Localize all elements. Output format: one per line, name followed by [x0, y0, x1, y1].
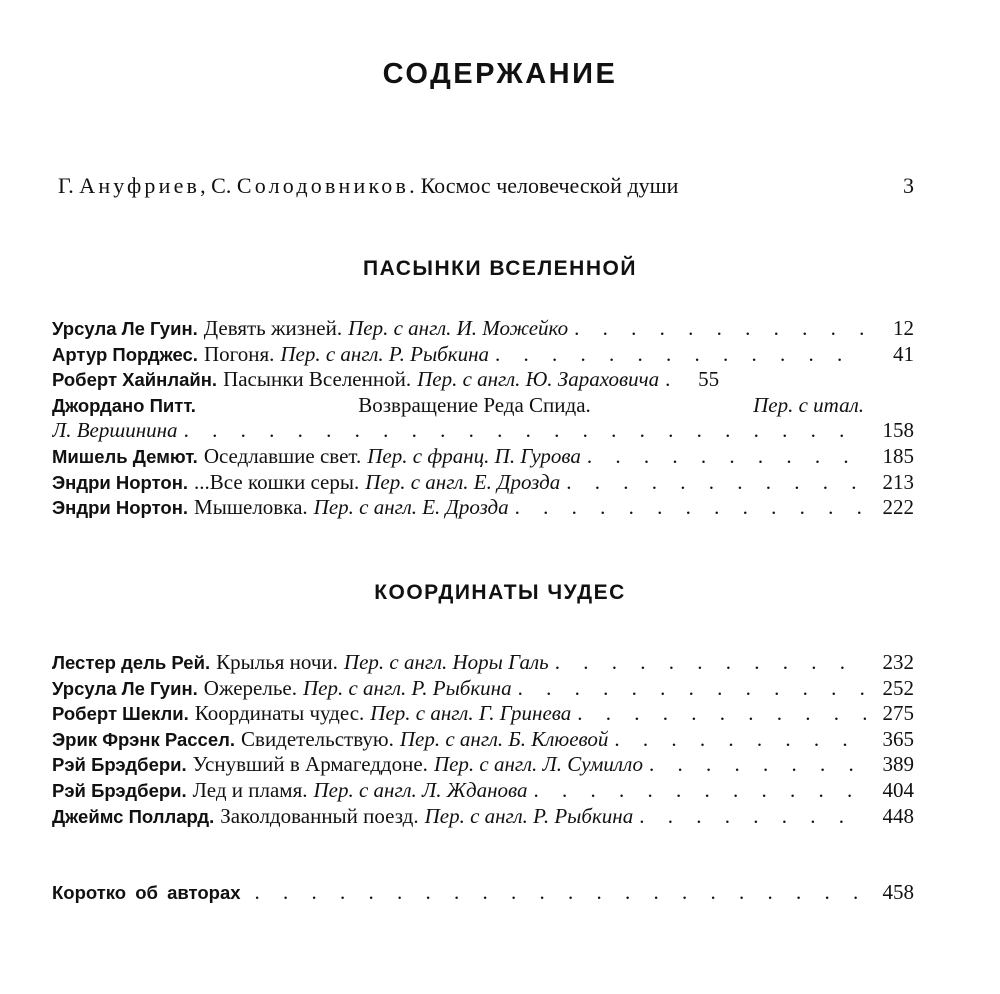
- page-title: СОДЕРЖАНИЕ: [382, 58, 618, 90]
- entry-author: Роберт Шекли.: [52, 703, 189, 725]
- entry-author: Эндри Нортон.: [52, 497, 189, 519]
- entry-title: Девять жизней.: [203, 316, 343, 340]
- entry-credit: Пер. с англ. Е. Дрозда: [313, 495, 509, 520]
- toc-section-1: [52, 316, 914, 521]
- toc-entry: [52, 367, 914, 393]
- entry-credit: Л. Вершинина: [52, 418, 178, 443]
- entry-title: Крылья ночи.: [216, 650, 338, 674]
- entry-page: 41: [893, 341, 914, 366]
- toc-entry-authors: [52, 880, 914, 906]
- entry-author: Эрик Фрэнк Рассел.: [52, 728, 236, 750]
- leader-dots: [581, 444, 866, 470]
- toc-footer: [52, 880, 914, 906]
- entry-author: Эндри Нортон.: [52, 471, 189, 493]
- toc-entry: [52, 778, 914, 804]
- entry-author: Джеймс Поллард.: [52, 805, 215, 827]
- leader-dots: [178, 418, 866, 444]
- entry-page: 12: [893, 316, 914, 340]
- entry-author: Рэй Брэдбери.: [52, 779, 187, 801]
- entry-page: 389: [882, 752, 914, 777]
- entry-credit: Пер. с англ. Р. Рыбкина: [280, 341, 489, 366]
- toc-section-2: [52, 650, 914, 829]
- entry-credit: Пер. с англ. Р. Рыбкина: [424, 803, 634, 828]
- entry-page: 365: [882, 726, 914, 751]
- leader-dots: [509, 495, 866, 521]
- entry-author: Коротко об авторах: [52, 882, 241, 903]
- entry-title: Мышеловка.: [194, 495, 308, 520]
- toc-entry: [52, 727, 914, 753]
- entry-credit: Пер. с франц. П. Гурова: [367, 443, 581, 468]
- entry-author: Урсула Ле Гуин.: [52, 677, 198, 699]
- toc-entry: [52, 316, 914, 342]
- entry-title: Погоня.: [203, 341, 275, 366]
- entry-title: Уснувший в Армагеддоне.: [192, 752, 428, 777]
- toc-entry: [52, 752, 914, 778]
- entry-page: 158: [882, 418, 914, 443]
- entry-title: ...Все кошки серы.: [194, 469, 360, 494]
- toc-entry-line2: [52, 418, 914, 444]
- leader-dots: [643, 752, 866, 778]
- entry-author: Артур Порджес.: [52, 343, 198, 365]
- entry-page: 448: [882, 803, 914, 828]
- section-title-1: ПАСЫНКИ ВСЕЛЕННОЙ: [363, 257, 637, 280]
- toc-entry: [52, 676, 914, 702]
- intro-title: Космос человеческой души: [420, 173, 679, 198]
- leader-dots: [568, 316, 866, 342]
- toc-entry: [52, 804, 914, 830]
- entry-page: 213: [882, 469, 914, 494]
- entry-credit: Пер. с итал.: [753, 392, 864, 417]
- entry-page: 458: [882, 880, 914, 904]
- entry-credit: Пер. с англ. Л. Сумилло: [433, 752, 643, 777]
- toc-entry: [52, 650, 914, 676]
- entry-title: Оседлавшие свет.: [203, 443, 362, 468]
- toc-entry: [52, 495, 914, 521]
- entry-credit: Пер. с англ. Л. Жданова: [313, 777, 528, 802]
- leader-dots: [659, 367, 671, 393]
- entry-author: Джордано Питт.: [52, 394, 196, 416]
- entry-page: 404: [882, 777, 914, 802]
- section-title-2: КООРДИНАТЫ ЧУДЕС: [374, 581, 626, 604]
- entry-credit: Пер. с англ. Е. Дрозда: [365, 469, 561, 494]
- entry-author: Урсула Ле Гуин.: [52, 318, 198, 339]
- toc-entry: [52, 444, 914, 470]
- entry-title: Пасынки Вселенной.: [223, 367, 412, 392]
- leader-dots: [528, 778, 866, 804]
- entry-credit: Пер. с англ. Р. Рыбкина: [302, 675, 512, 700]
- entry-author: Роберт Хайнлайн.: [52, 369, 218, 391]
- entry-title: Ожерелье.: [203, 675, 297, 700]
- intro-entry: [58, 170, 914, 202]
- leader-dots: [608, 727, 866, 753]
- entry-author: Лестер дель Рей.: [52, 652, 211, 673]
- leader-dots: [633, 804, 866, 830]
- entry-title: Свидетельствую.: [241, 726, 394, 751]
- entry-title: Возвращение Реда Спида.: [358, 392, 591, 417]
- leader-dots: [512, 676, 866, 702]
- entry-page: 232: [882, 650, 914, 674]
- leader-dots: [489, 342, 866, 368]
- entry-title: Координаты чудес.: [194, 701, 365, 726]
- toc-entry: [52, 701, 914, 727]
- entry-credit: Пер. с англ. Ю. Зараховича: [417, 367, 660, 392]
- entry-page: 275: [882, 701, 914, 726]
- intro-authors: Г. Ануфриев, С. Солодовников.: [58, 173, 415, 198]
- entry-credit: Пер. с англ. Г. Гринева: [370, 701, 572, 726]
- leader-dots: [571, 701, 866, 727]
- toc-entry: [52, 470, 914, 496]
- entry-title: Лед и пламя.: [192, 777, 308, 802]
- entry-author: Мишель Демют.: [52, 445, 198, 467]
- entry-page: 55: [698, 367, 720, 392]
- entry-page: 222: [882, 495, 914, 520]
- toc-entry-line1: [52, 393, 914, 419]
- entry-credit: Пер. с англ. Норы Галь: [343, 650, 549, 674]
- intro-page: 3: [903, 173, 914, 198]
- toc-entry: [52, 342, 914, 368]
- leader-dots: [549, 650, 866, 676]
- entry-title: Заколдованный поезд.: [220, 803, 419, 828]
- entry-credit: Пер. с англ. Б. Клюевой: [399, 726, 609, 751]
- entry-page: 185: [882, 443, 914, 468]
- leader-dots: [249, 880, 866, 906]
- entry-author: Рэй Брэдбери.: [52, 754, 187, 776]
- entry-page: 252: [882, 675, 914, 700]
- leader-dots: [560, 470, 866, 496]
- entry-credit: Пер. с англ. И. Можейко: [348, 316, 569, 340]
